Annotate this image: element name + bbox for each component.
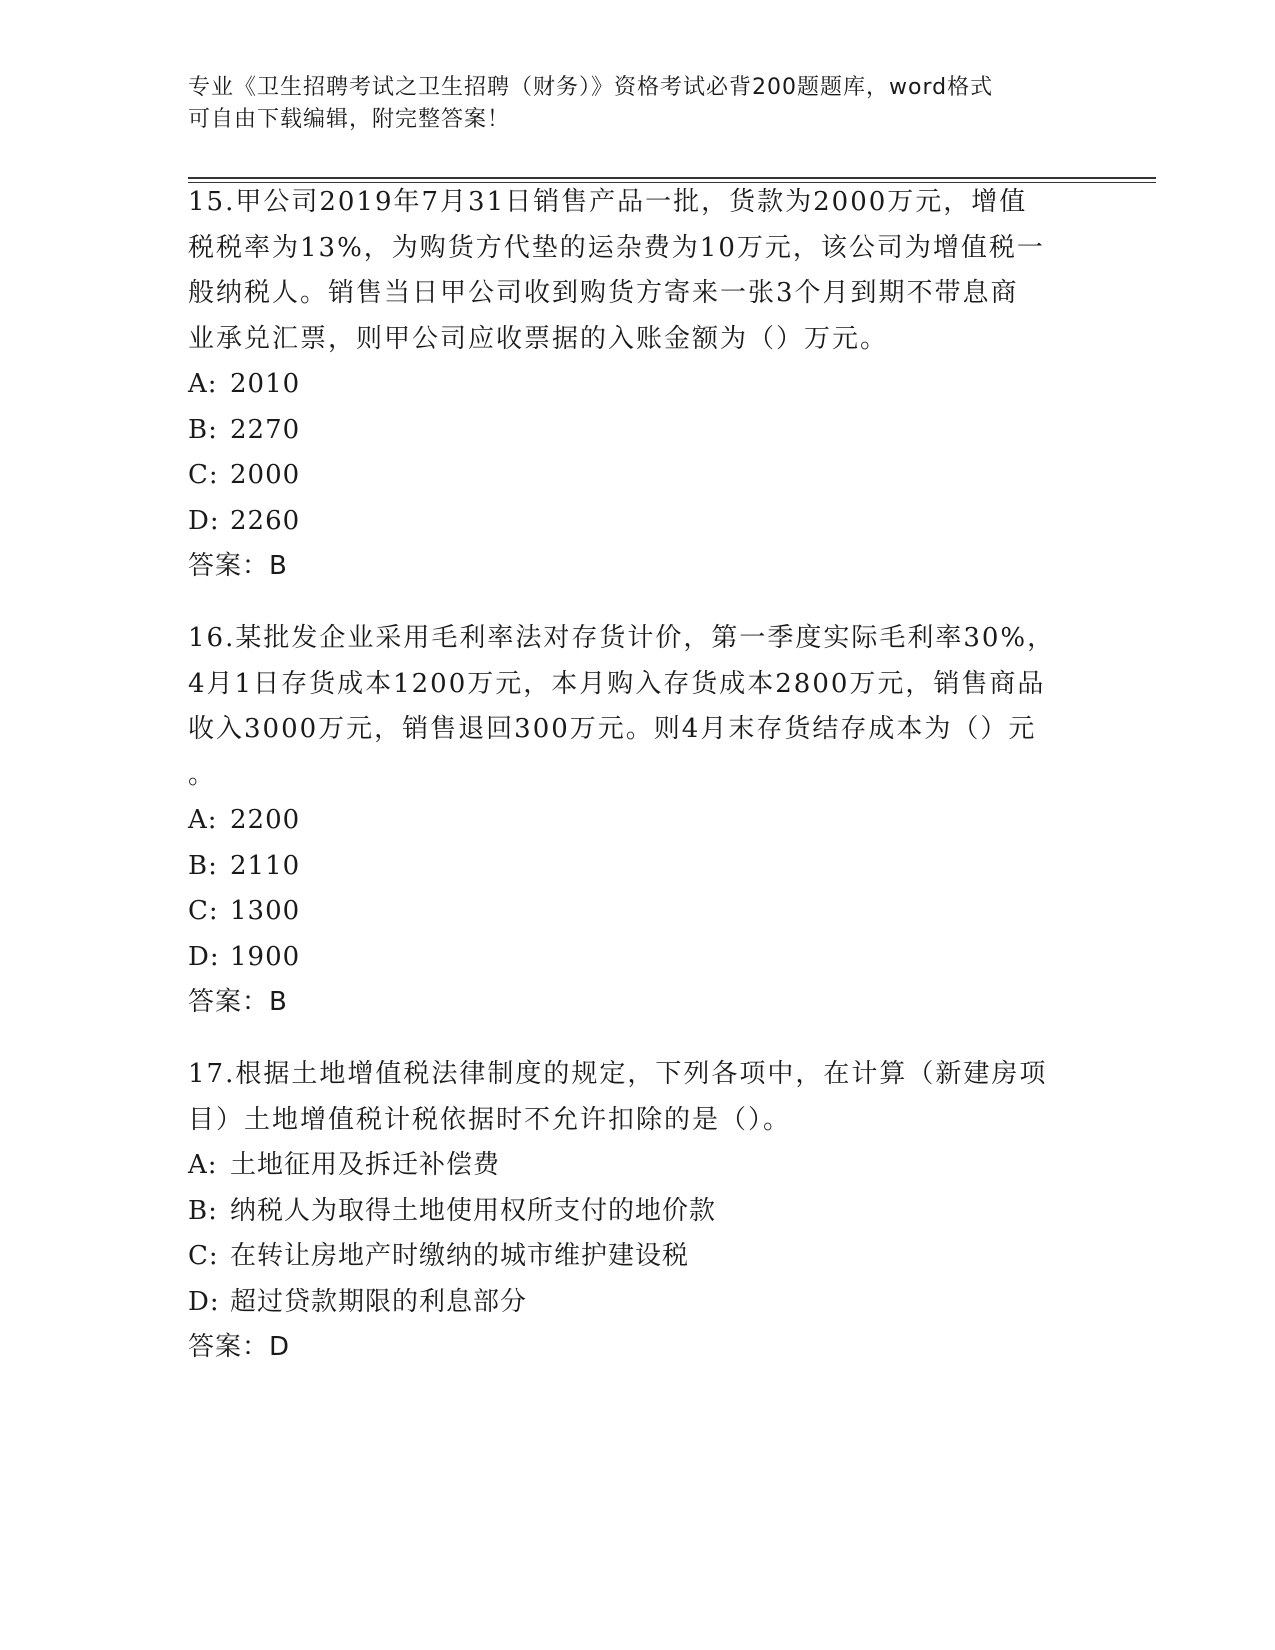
option-b	[188, 844, 1088, 890]
option-text: 1900	[230, 941, 301, 972]
header-divider-thick	[188, 177, 1156, 179]
question-text-line: 15.甲公司2019年7月31日销售产品一批，货款为2000万元，增值	[188, 187, 1028, 217]
option-b	[188, 1189, 1088, 1235]
option-text: 2000	[230, 460, 301, 490]
option-a	[188, 798, 1088, 844]
option-c	[188, 453, 1088, 499]
question-text-line: 般纳税人。销售当日甲公司收到购货方寄来一张3个月到期不带息商	[188, 278, 1019, 308]
question-16	[188, 616, 1088, 1025]
option-d	[188, 1280, 1088, 1326]
option-d	[188, 499, 1088, 545]
option-key: C:	[188, 896, 219, 926]
answer-label: 答案：B	[188, 987, 288, 1017]
option-text: 土地征用及拆迁补偿费	[230, 1150, 501, 1180]
question-text-line: 收入3000万元，销售退回300万元。则4月末存货结存成本为（）元	[188, 714, 1037, 744]
option-a	[188, 1143, 1088, 1189]
question-text-line: 目）土地增值税计税依据时不允许扣除的是（）。	[188, 1104, 792, 1135]
option-a	[188, 362, 1088, 408]
question-text-line: 业承兑汇票，则甲公司应收票据的入账金额为（）万元。	[188, 323, 889, 354]
question-text-line: 17.根据土地增值税法律制度的规定，下列各项中，在计算（新建房项	[188, 1059, 1048, 1089]
answer-label: 答案：B	[188, 551, 288, 581]
document-header	[188, 72, 1068, 136]
question-17	[188, 1052, 1088, 1370]
question-text-line: 。	[188, 759, 217, 790]
question-text-line: 16.某批发企业采用毛利率法对存货计价，第一季度实际毛利率30%，	[188, 623, 1056, 653]
option-key: C:	[188, 460, 219, 490]
option-text: 纳税人为取得土地使用权所支付的地价款	[230, 1195, 717, 1226]
option-c	[188, 1234, 1088, 1280]
option-key: A:	[188, 805, 218, 835]
option-key: C:	[188, 1241, 219, 1271]
question-text-line: 4月1日存货成本1200万元，本月购入存货成本2800万元，销售商品	[188, 668, 1046, 699]
option-key: D:	[188, 505, 220, 536]
option-text: 2260	[230, 505, 301, 536]
option-key: A:	[188, 369, 218, 399]
answer-label: 答案：D	[188, 1332, 291, 1362]
option-c	[188, 889, 1088, 935]
option-key: A:	[188, 1150, 218, 1180]
header-line-1: 专业《卫生招聘考试之卫生招聘（财务）》资格考试必背200题题库，word格式	[188, 75, 994, 100]
option-text: 超过贷款期限的利息部分	[230, 1286, 528, 1317]
option-text: 2200	[230, 805, 301, 835]
option-text: 2110	[230, 850, 301, 881]
option-key: D:	[188, 1286, 220, 1317]
option-key: B:	[188, 850, 218, 881]
option-key: D:	[188, 941, 220, 972]
option-text: 1300	[230, 896, 301, 926]
option-text: 2270	[230, 414, 301, 445]
question-15	[188, 180, 1088, 589]
option-b	[188, 408, 1088, 454]
option-key: B:	[188, 1195, 218, 1226]
option-text: 在转让房地产时缴纳的城市维护建设税	[230, 1241, 690, 1271]
option-key: B:	[188, 414, 218, 445]
header-line-2: 可自由下载编辑，附完整答案！	[188, 107, 511, 132]
option-d	[188, 935, 1088, 981]
option-text: 2010	[230, 369, 301, 399]
question-text-line: 税税率为13%，为购货方代垫的运杂费为10万元，该公司为增值税一	[188, 232, 1045, 263]
